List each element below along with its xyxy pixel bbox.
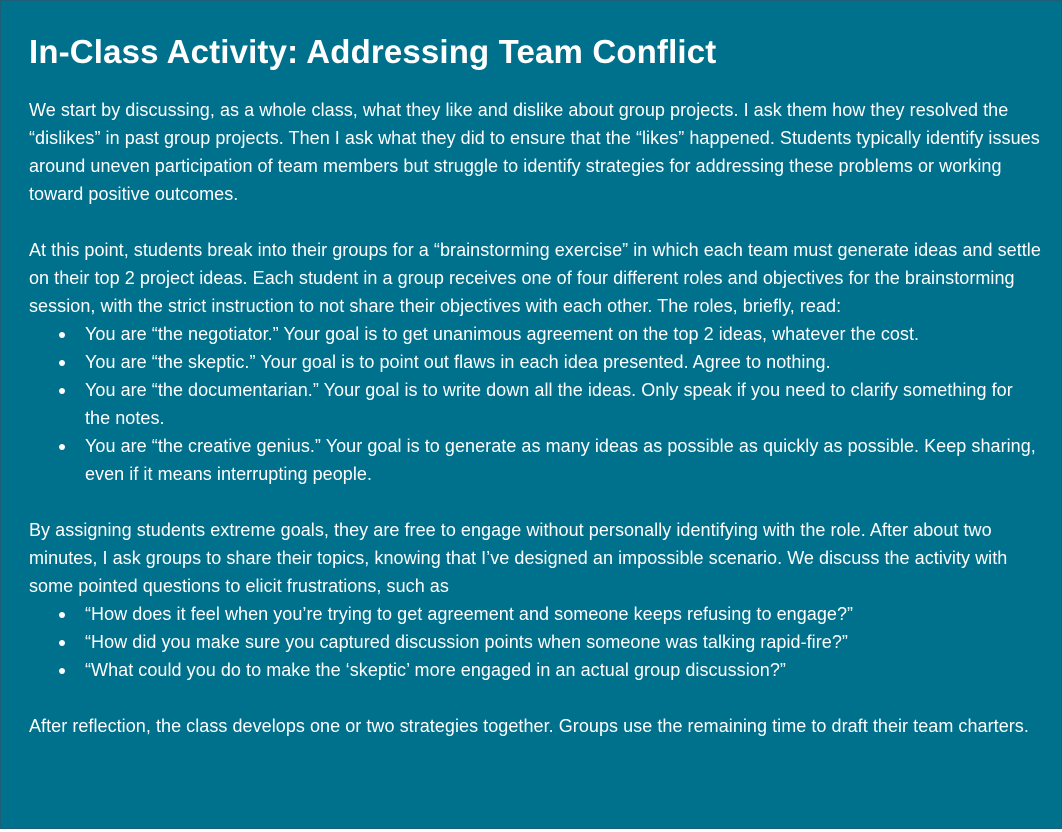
role-text: You are “the documentarian.” Your goal is to write down all the ideas. Only speak if you need to clarify something for the notes. — [85, 380, 1013, 428]
role-text: You are “the skeptic.” Your goal is to point out flaws in each idea presented. Agree to nothing. — [85, 352, 831, 372]
bullet-icon — [59, 668, 65, 674]
list-item — [85, 376, 1041, 432]
list-item — [85, 320, 1041, 348]
list-item — [85, 432, 1041, 488]
paragraph-gap — [29, 684, 1041, 712]
question-text: “How did you make sure you captured discussion points when someone was talking rapid-fire?” — [85, 632, 848, 652]
roles-list — [29, 320, 1041, 488]
paragraph-gap — [29, 208, 1041, 236]
role-text: You are “the negotiator.” Your goal is to get unanimous agreement on the top 2 ideas, whatever the cost. — [85, 324, 920, 344]
bullet-icon — [59, 612, 65, 618]
role-text: You are “the creative genius.” Your goal is to generate as many ideas as possible as quickly as possible. Keep sharing, even if it means interrupting people. — [85, 436, 1036, 484]
question-text: “How does it feel when you’re trying to get agreement and someone keeps refusing to engage?” — [85, 604, 854, 624]
list-item — [85, 628, 1041, 656]
paragraph-gap — [29, 488, 1041, 516]
questions-list — [29, 600, 1041, 684]
question-text: “What could you do to make the ‘skeptic’ more engaged in an actual group discussion?” — [85, 660, 786, 680]
conclusion-paragraph: After reflection, the class develops one or two strategies together. Groups use the remaining time to draft their team charters. — [29, 716, 1029, 736]
list-item — [85, 656, 1041, 684]
bullet-icon — [59, 332, 65, 338]
bullet-icon — [59, 444, 65, 450]
page-title: In-Class Activity: Addressing Team Conflict — [29, 33, 717, 70]
intro-paragraph: We start by discussing, as a whole class, what they like and dislike about group projects. I ask them how they resolved the “dislikes” in past group projects. Then I ask what they did to ensure that the “likes” happened. Students typically identify issues around uneven participation of team members but struggle to identify strategies for addressing these problems or working toward positive outcomes. — [29, 100, 1040, 204]
list-item — [85, 348, 1041, 376]
bullet-icon — [59, 360, 65, 366]
list-item — [85, 600, 1041, 628]
bullet-icon — [59, 640, 65, 646]
bullet-icon — [59, 388, 65, 394]
roles-intro-paragraph: At this point, students break into their groups for a “brainstorming exercise” in which each team must generate ideas and settle on their top 2 project ideas. Each student in a group receives one of four different roles and objectives for the brainstorming session, with the strict instruction to not share their objectives with each other. The roles, briefly, read: — [29, 240, 1041, 316]
discussion-paragraph: By assigning students extreme goals, they are free to engage without personally identifying with the role. After about two minutes, I ask groups to share their topics, knowing that I’ve designed an impossible scenario. We discuss the activity with some pointed questions to elicit frustrations, such as — [29, 520, 1008, 596]
